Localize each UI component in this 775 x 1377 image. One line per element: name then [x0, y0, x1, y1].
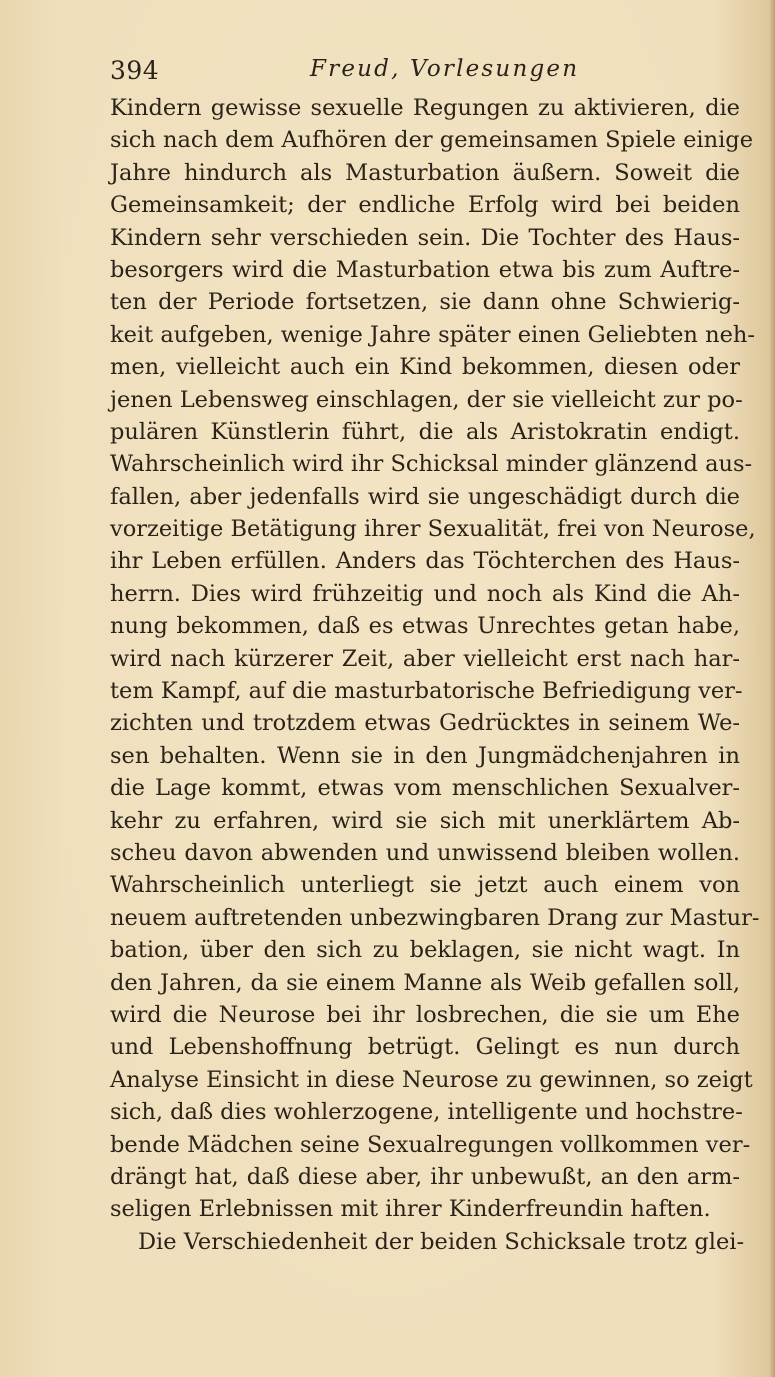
text-line: Wahrscheinlich unterliegt sie jetzt auch einem von: [110, 872, 740, 899]
text-line: den Jahren, da sie einem Manne als Weib gefallen soll,: [110, 969, 740, 996]
text-line: wird nach kürzerer Zeit, aber vielleicht erst nach har-: [110, 645, 740, 672]
text-line: Kindern gewisse sexuelle Regungen zu aktivieren, die: [110, 95, 740, 121]
text-line: tem Kampf, auf die masturbatorische Befriedigung ver-: [110, 678, 743, 705]
text-line: fallen, aber jedenfalls wird sie ungeschädigt durch die: [110, 483, 740, 510]
text-line: sich, daß dies wohlerzogene, intelligente und hochstre-: [110, 1099, 743, 1126]
text-line: die Lage kommt, etwas vom menschlichen Sexualver-: [110, 775, 740, 802]
text-line: ihr Leben erfüllen. Anders das Töchterchen des Haus-: [110, 548, 740, 575]
text-line: ten der Periode fortsetzen, sie dann ohne Schwierig-: [110, 289, 740, 316]
text-line: Analyse Einsicht in diese Neurose zu gewinnen, so zeigt: [110, 1066, 753, 1093]
text-line: scheu davon abwenden und unwissend bleiben wollen.: [110, 839, 740, 866]
page-number: 394: [110, 56, 160, 85]
text-line: Gemeinsamkeit; der endliche Erfolg wird bei beiden: [110, 192, 740, 219]
text-line: men, vielleicht auch ein Kind bekommen, diesen oder: [110, 354, 740, 381]
text-line: wird die Neurose bei ihr losbrechen, die sie um Ehe: [110, 1001, 740, 1028]
text-line: kehr zu erfahren, wird sie sich mit unerklärtem Ab-: [110, 807, 740, 834]
page-header: [110, 56, 670, 90]
text-line: Jahre hindurch als Masturbation äußern. Soweit die: [110, 159, 740, 186]
text-line: Wahrscheinlich wird ihr Schicksal minder glänzend aus-: [110, 451, 753, 478]
text-line: Kindern sehr verschieden sein. Die Tochter des Haus-: [110, 224, 740, 251]
body-text: [110, 92, 760, 1258]
text-line: sich nach dem Aufhören der gemeinsamen Spiele einige: [110, 127, 754, 154]
text-line-paragraph-start: Die Verschiedenheit der beiden Schicksale trotz glei-: [138, 1228, 745, 1255]
text-line: besorgers wird die Masturbation etwa bis zum Auftre-: [110, 256, 740, 283]
text-line: bende Mädchen seine Sexualregungen vollkommen ver-: [110, 1131, 751, 1158]
running-head: Freud, Vorlesungen: [310, 56, 580, 82]
text-line-paragraph-end: seligen Erlebnissen mit ihrer Kinderfreundin haften.: [110, 1196, 711, 1223]
text-line: und Lebenshoffnung betrügt. Gelingt es nun durch: [110, 1034, 740, 1061]
text-line: nung bekommen, daß es etwas Unrechtes getan habe,: [110, 613, 740, 640]
text-line: keit aufgeben, wenige Jahre später einen Geliebten neh-: [110, 321, 755, 348]
text-line: neuem auftretenden unbezwingbaren Drang zur Mastur-: [110, 904, 760, 931]
text-line: jenen Lebensweg einschlagen, der sie vielleicht zur po-: [110, 386, 743, 413]
text-line: drängt hat, daß diese aber, ihr unbewußt, an den arm-: [110, 1163, 740, 1190]
page-edge-shadow: [769, 0, 775, 1377]
text-line: bation, über den sich zu beklagen, sie nicht wagt. In: [110, 937, 740, 964]
text-line: pulären Künstlerin führt, die als Aristokratin endigt.: [110, 418, 740, 445]
text-line: zichten und trotzdem etwas Gedrücktes in seinem We-: [110, 710, 740, 737]
text-line: herrn. Dies wird frühzeitig und noch als Kind die Ah-: [110, 580, 740, 607]
text-line: sen behalten. Wenn sie in den Jungmädchenjahren in: [110, 742, 740, 769]
text-line: vorzeitige Betätigung ihrer Sexualität, frei von Neurose,: [110, 516, 756, 543]
